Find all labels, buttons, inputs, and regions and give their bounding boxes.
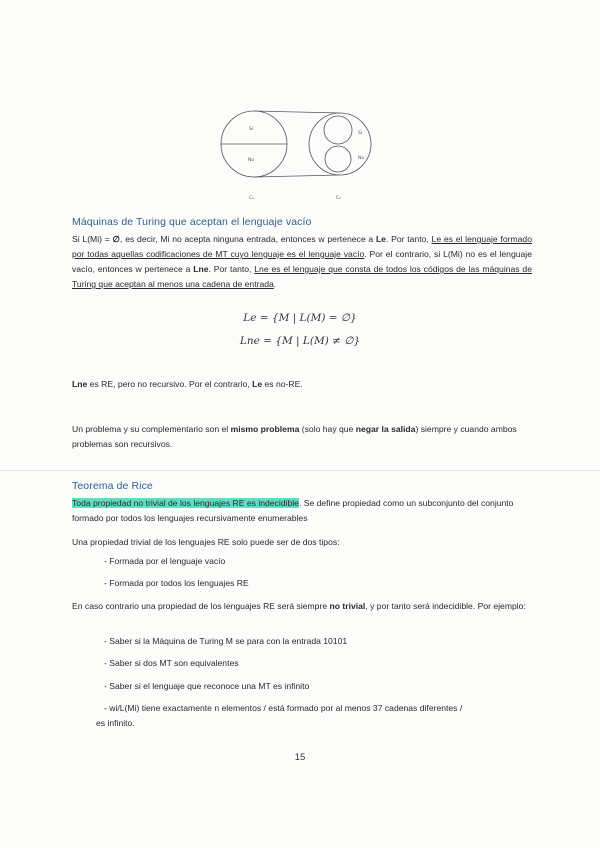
list-item: - Formada por el lenguaje vacío [104, 556, 226, 566]
list-item: - Saber si el lenguaje que reconoce una MT es infinito [104, 681, 310, 691]
reduction-diagram [216, 104, 384, 204]
list-item: - Saber si dos MT son equivalentes [104, 658, 239, 668]
left-bottom-label: No [248, 158, 255, 163]
highlighted-theorem: Toda propiedad no trivial de los lenguajes RE es indecidible [72, 498, 299, 508]
connector-top [254, 111, 340, 113]
equation-lne: Lne = {M | L(M) ≠ ∅} [239, 335, 361, 347]
paragraph-trivial-types: Una propiedad trivial de los lenguajes RE solo puede ser de dos tipos: [72, 537, 340, 547]
connector-bottom [254, 175, 340, 177]
list-item: - wi/L(Mi) tiene exactamente n elementos / está formado por al menos 37 cadenas diferentes / [104, 703, 463, 713]
right-top-circle [324, 116, 352, 144]
caption-c1: C₁ [249, 196, 254, 201]
definition-le: Le es el lenguaje formado por todas aquellas codificaciones de MT cuyo lenguaje es el lenguaje vacío [72, 234, 532, 259]
right-top-label: Si [358, 131, 363, 136]
right-bottom-circle [325, 146, 351, 172]
empty-set-symbol: ∅ [112, 234, 121, 244]
left-top-label: Si [249, 127, 254, 132]
equation-le: Le = {M | L(M) = ∅} [243, 312, 357, 324]
list-item: - Formada por todos los lenguajes RE [104, 578, 249, 588]
section-title-empty-language: Máquinas de Turing que aceptan el lenguaje vacío [72, 216, 312, 228]
right-bottom-label: No [358, 156, 365, 161]
paragraph-empty-language: Si L(Mi) = ∅, es decir, Mi no acepta ninguna entrada, entonces w pertenece a Le. Por tanto, Le es el lenguaje formado por todas aquellas codificaciones de MT cuyo lenguaje es el lenguaje vacío. Por el contrario, si L(Mi) no es el lenguaje vacío, entonces w pertenece a Lne. Por tanto, Lne es el lenguaje que consta de todos los códigos de las máquinas de Turing que aceptan al menos una cadena de entrada. [72, 234, 532, 289]
paragraph-rice-theorem: Toda propiedad no trivial de los lenguajes RE es indecidible. Se define propiedad como un subconjunto del conjunto formado por todos los lenguajes recursivamente enumerables [72, 498, 514, 523]
list-item-continuation: es infinito. [96, 718, 135, 728]
page-divider [0, 470, 600, 471]
caption-c2: C₂ [336, 196, 341, 201]
definition-lne: Lne es el lenguaje que consta de todos los códigos de las máquinas de Turing que aceptan al menos una cadena de entrada [72, 264, 532, 289]
paragraph-re-status: Lne es RE, pero no recursivo. Por el contrario, Le es no-RE. [72, 379, 303, 389]
paragraph-complementary: Un problema y su complementario son el mismo problema (solo hay que negar la salida) siempre y cuando ambos problemas son recursivos. [72, 424, 517, 449]
paragraph-nontrivial: En caso contrario una propiedad de los lenguajes RE será siempre no trivial, y por tanto será indecidible. Por ejemplo: [72, 601, 526, 611]
page-number: 15 [294, 752, 306, 763]
section-title-rice: Teorema de Rice [72, 480, 153, 492]
list-item: - Saber si la Máquina de Turing M se para con la entrada 10101 [104, 636, 348, 646]
